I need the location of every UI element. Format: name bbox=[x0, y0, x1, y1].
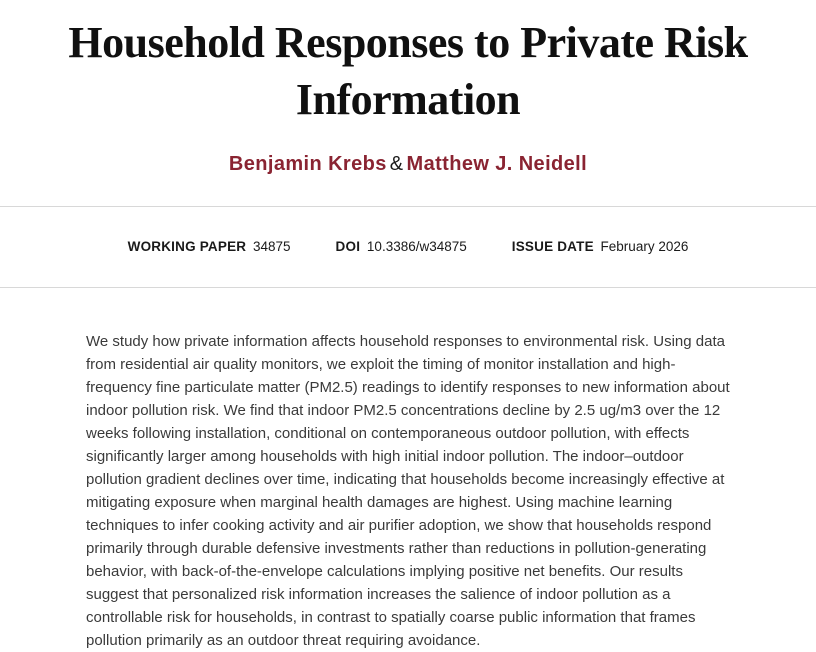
working-paper-meta bbox=[128, 239, 291, 255]
abstract-text: We study how private information affects household responses to environmental risk. Using data from residential air quality monitors, we exploit the timing of monitor installation and high-frequency fine particulate matter (PM2.5) readings to identify responses to new information about indoor pollution risk. We find that indoor PM2.5 concentrations decline by 2.5 ug/m3 over the 12 weeks following installation, conditional on contemporaneous outdoor pollution, with effects significantly larger among households with high initial indoor pollution. The indoor–outdoor pollution gradient declines over time, indicating that households become increasingly effective at mitigating exposure when marginal health damages are highest. Using machine learning techniques to infer cooking activity and air purifier adoption, we show that households respond primarily through durable defensive investments rather than reductions in pollution-generating behavior, with back-of-the-envelope calculations implying positive net benefits. Our results suggest that personalized risk information increases the salience of indoor pollution as a controllable risk for households, in contrast to spatially coarse public information that frames pollution primarily as an outdoor threat requiring avoidance. bbox=[86, 333, 730, 649]
author-separator: & bbox=[389, 153, 404, 175]
issue-date-label: ISSUE DATE bbox=[511, 239, 594, 254]
issue-date-meta bbox=[512, 239, 689, 255]
authors-line bbox=[0, 152, 816, 176]
page-title: Household Responses to Private Risk Information bbox=[68, 18, 748, 124]
working-paper-number: 34875 bbox=[253, 239, 291, 254]
author-link-matthew-neidell[interactable]: Matthew J. Neidell bbox=[406, 153, 588, 175]
doi-meta bbox=[336, 239, 467, 255]
doi-label: DOI bbox=[335, 239, 361, 254]
issue-date-value: February 2026 bbox=[600, 239, 689, 254]
working-paper-label: WORKING PAPER bbox=[127, 239, 247, 254]
paper-meta-bar bbox=[0, 206, 816, 288]
author-link-benjamin-krebs[interactable]: Benjamin Krebs bbox=[228, 153, 387, 175]
doi-value: 10.3386/w34875 bbox=[366, 239, 467, 254]
